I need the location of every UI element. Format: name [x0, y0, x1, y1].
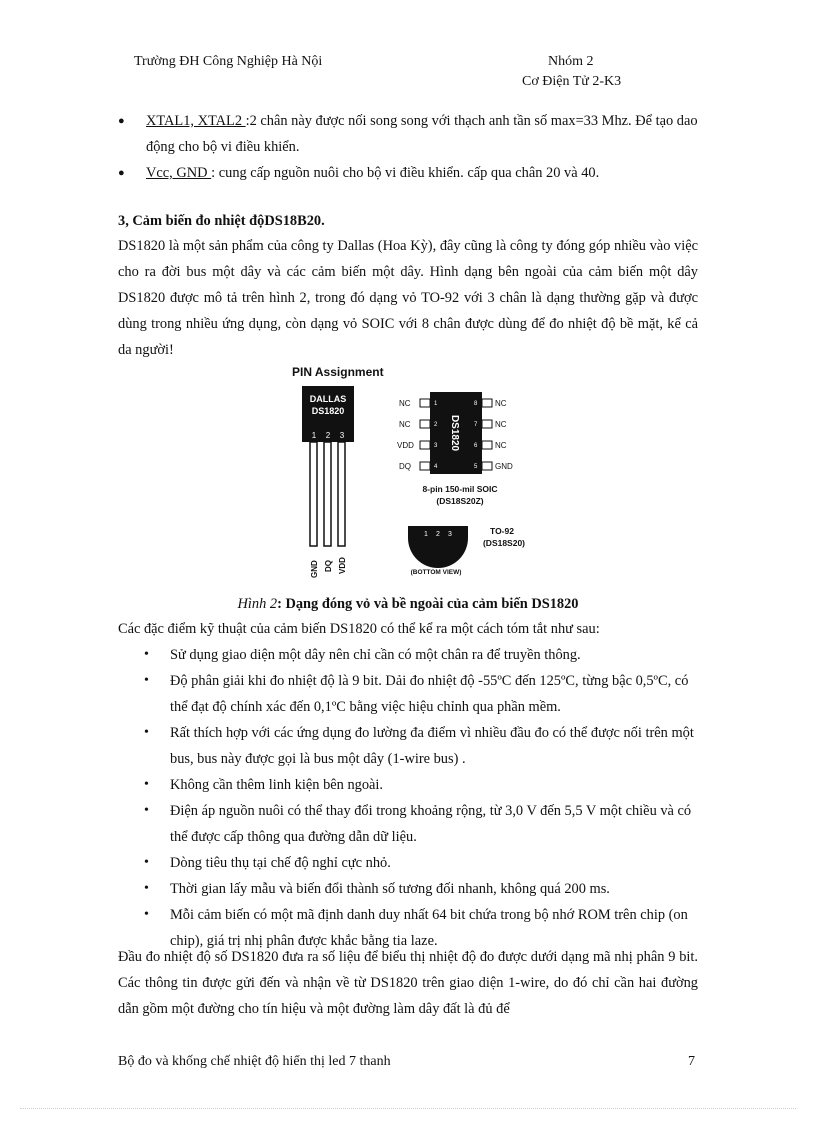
list-item: • Điện áp nguồn nuôi có thể thay đổi trong khoảng rộng, từ 3,0 V đến 5,5 V một chiều và có thể được cấp thông qua đường dẫn dữ liệu.	[144, 798, 698, 850]
to92-pin-num: 2	[325, 431, 331, 440]
soic-left-pin-label: DQ	[399, 462, 411, 471]
soic-left-pin-num: 2	[434, 422, 438, 428]
list-item: • Mỗi cảm biến có một mã định danh duy nhất 64 bit chứa trong bộ nhớ ROM trên chip (on chip), giá trị nhị phân được khắc bằng tia laze.	[144, 902, 698, 954]
header-school: Trường ĐH Công Nghiệp Hà Nội	[134, 54, 323, 69]
list-item: • Độ phân giải khi đo nhiệt độ là 9 bit. Dải đo nhiệt độ -55ºC đến 125ºC, từng bậc 0,5ºC, có thể đạt độ chính xác đến 0,1ºC bằng việc hiệu chỉnh qua phần mềm.	[144, 668, 698, 720]
soic-right-pin-label: NC	[495, 399, 507, 408]
soic-right-pin-num: 8	[474, 401, 478, 407]
soic-chip-name: DS1820	[449, 414, 460, 452]
soic-caption: 8-pin 150-mil SOIC	[422, 484, 498, 494]
soic-right-pin-label: NC	[495, 420, 507, 429]
bottom-pin-num: 1	[424, 531, 428, 538]
package-figure	[280, 360, 540, 585]
to92-leg-label: VDD	[338, 557, 347, 574]
page-divider	[20, 1108, 796, 1109]
soic-left-pin-label: NC	[399, 420, 411, 429]
bottom-view-label: (BOTTOM VIEW)	[410, 569, 462, 576]
soic-left-pin-num: 3	[434, 443, 438, 449]
soic-right-pin-label: NC	[495, 441, 507, 450]
top-bullet-list	[118, 108, 704, 186]
list-item: • Không cần thêm linh kiện bên ngoài.	[144, 772, 698, 798]
header-group: Nhóm 2	[548, 54, 594, 69]
to92-leg	[338, 442, 345, 546]
to92-leg-label: GND	[310, 560, 319, 578]
caption-prefix: Hình 2	[237, 596, 278, 612]
pin-assignment-title: PIN Assignment	[292, 365, 384, 379]
bullet-term: XTAL1, XTAL2	[146, 113, 246, 129]
list-item	[118, 160, 704, 186]
section-title: 3, Cảm biến đo nhiệt độDS18B20.	[118, 213, 325, 229]
soic-left-pin-num: 1	[434, 401, 438, 407]
to92-label-2: DS1820	[311, 406, 345, 416]
soic-left-pin-num: 4	[434, 464, 438, 470]
soic-left-pin-label: VDD	[397, 441, 414, 450]
intro-paragraph: DS1820 là một sản phẩm của công ty Dallas (Hoa Kỳ), đây cũng là công ty đóng góp nhiều vào việc cho ra đời bus một dây và các cảm biến một dây. Hình dạng bên ngoài của cảm biến một dây DS1820 được mô tả trên hình 2, trong đó dạng vỏ TO-92 với 3 chân là dạng thường gặp và được dùng trong nhiều ứng dụng, còn dạng vỏ SOIC với 8 chân được dùng để đo nhiệt độ bề mặt, kể cả da người!	[118, 238, 698, 358]
features-intro: Các đặc điểm kỹ thuật của cảm biến DS1820 có thể kể ra một cách tóm tắt như sau:	[118, 621, 600, 637]
soic-right-pin-num: 6	[474, 443, 478, 449]
header-class: Cơ Điện Tử 2-K3	[522, 74, 622, 89]
list-item: • Dòng tiêu thụ tại chế độ nghỉ cực nhỏ.	[144, 850, 698, 876]
list-item: • Sử dụng giao diện một dây nên chỉ cần có một chân ra để truyền thông.	[144, 642, 698, 668]
to92-label-1: DALLAS	[309, 394, 347, 404]
list-item: • Rất thích hợp với các ứng dụng đo lường đa điểm vì nhiều đầu đo có thể được nối trên một bus, bus này được gọi là bus một dây (1-wire bus) .	[144, 720, 698, 772]
bottom-pin-num: 2	[436, 531, 440, 538]
caption-text: : Dạng đóng vỏ và bề ngoài của cảm biến DS1820	[277, 596, 579, 612]
list-item	[118, 108, 704, 160]
bullet-text: :2 chân này được nối song song với thạch anh tần số max=33 Mhz. Để tạo dao động cho bộ vi điều khiển.	[146, 113, 698, 155]
to92-pin-num: 1	[311, 431, 317, 440]
to92-leg	[310, 442, 317, 546]
bottom-pin-num: 3	[448, 531, 452, 538]
to92-caption: TO-92	[490, 526, 514, 536]
soic-right-pin-num: 5	[474, 464, 478, 470]
soic-left-pin-label: NC	[399, 399, 411, 408]
soic-caption: (DS18S20Z)	[436, 496, 484, 506]
figure-caption	[0, 591, 816, 617]
to92-pin-num: 3	[339, 431, 345, 440]
bullet-term: Vcc, GND	[146, 165, 212, 181]
to92-caption: (DS18S20)	[482, 538, 526, 548]
to92-leg-label: DQ	[324, 560, 333, 572]
soic-right-pin-num: 7	[474, 422, 478, 428]
footer-title: Bộ đo và khống chế nhiệt độ hiển thị led 7 thanh	[118, 1054, 391, 1069]
page-number: 7	[688, 1054, 695, 1069]
list-item: • Thời gian lấy mẫu và biến đổi thành số tương đối nhanh, không quá 200 ms.	[144, 876, 698, 902]
to92-leg	[324, 442, 331, 546]
soic-right-pin-label: GND	[495, 462, 513, 471]
features-list	[144, 642, 698, 954]
closing-paragraph: Đầu đo nhiệt độ số DS1820 đưa ra số liệu để biểu thị nhiệt độ đo được dưới dạng mã nhị phân 9 bit. Các thông tin được gửi đến và nhận về từ DS1820 trên giao diện 1-wire, do đó chỉ cần hai đường dẫn gồm một đường cho tín hiệu và một đường làm dây đất là đủ để	[118, 949, 698, 1017]
bullet-text: : cung cấp nguồn nuôi cho bộ vi điều khiển. cấp qua chân 20 và 40.	[211, 165, 600, 181]
